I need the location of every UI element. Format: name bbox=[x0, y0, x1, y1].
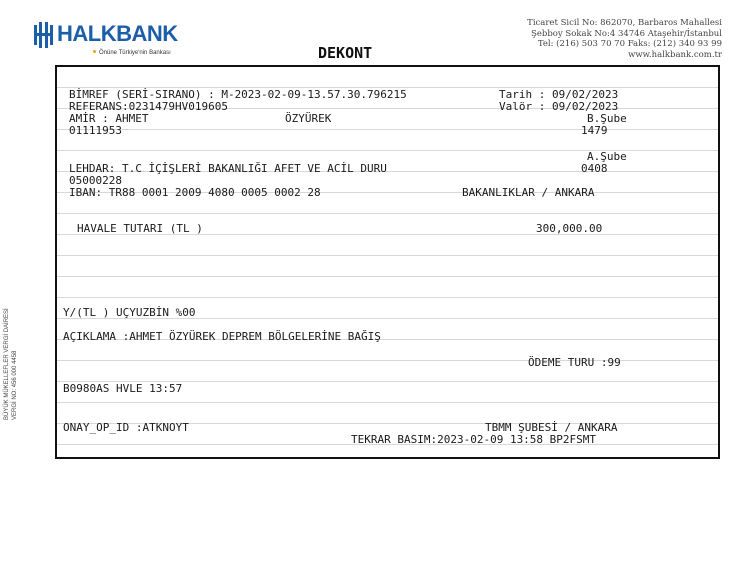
logo-accent-mark bbox=[93, 50, 96, 53]
side-tax-number: VERGİ NO: 456 000 4458 bbox=[12, 350, 18, 420]
amount-in-words: Y/(TL ) UÇYUZBİN %00 bbox=[63, 306, 196, 319]
sube-line: TBMM ŞUBESİ / ANKARA bbox=[485, 421, 618, 434]
terminal-line: B0980AS HVLE 13:57 bbox=[63, 382, 183, 395]
account-number: 01111953 bbox=[69, 124, 122, 137]
document-title: DEKONT bbox=[318, 44, 373, 62]
logo-text: HALKBANK bbox=[57, 21, 178, 46]
lehdar-account: 05000228 bbox=[69, 174, 122, 187]
b-sube-label: B.Şube bbox=[587, 112, 627, 125]
a-sube-code: 0408 bbox=[581, 162, 608, 175]
side-tax-info bbox=[3, 308, 19, 420]
havale-label: HAVALE TUTARI (TL ) bbox=[77, 222, 203, 235]
company-line: www.halkbank.com.tr bbox=[628, 49, 722, 60]
bimref-line: BİMREF (SERİ-SIRANO) : M-2023-02-09-13.57.30.796215 bbox=[69, 88, 407, 101]
aciklama-line: AÇIKLAMA :AHMET ÖZYÜREK DEPREM BÖLGELERİNE BAĞIŞ bbox=[63, 330, 381, 343]
b-sube-code: 1479 bbox=[581, 124, 608, 137]
referans-line: REFERANS:0231479HV019605 bbox=[69, 100, 228, 113]
company-line: Şebboy Sokak No:4 34746 Ataşehir/İstanbul bbox=[531, 28, 722, 39]
havale-amount: 300,000.00 bbox=[536, 222, 603, 235]
company-line: Ticaret Sicil No: 862070, Barbaros Mahallesi bbox=[527, 18, 722, 28]
company-info bbox=[527, 18, 722, 60]
amir-surname: ÖZYÜREK bbox=[285, 112, 332, 125]
side-tax-office: BÜYÜK MÜKELLEFLER VERGİ DAİRESİ bbox=[4, 308, 10, 420]
amir-label: AMİR : AHMET bbox=[69, 112, 149, 125]
receipt-frame bbox=[55, 65, 720, 459]
logo-tagline: Önüne Türkiye'nin Bankası bbox=[99, 50, 171, 56]
odeme-turu: ÖDEME TURU :99 bbox=[528, 356, 621, 369]
tekrar-basim-line: TEKRAR BASIM:2023-02-09 13:58 BP2FSMT bbox=[351, 433, 597, 446]
a-sube-label: A.Şube bbox=[587, 150, 627, 163]
company-line: Tel: (216) 503 70 70 Faks: (212) 340 93 99 bbox=[537, 39, 722, 49]
halkbank-emblem-icon bbox=[33, 21, 55, 49]
valor-line: Valör : 09/02/2023 bbox=[499, 100, 619, 113]
branch-name: BAKANLIKLAR / ANKARA bbox=[462, 186, 595, 199]
lehdar-line: LEHDAR: T.C İÇİŞLERİ BAKANLIĞI AFET VE ACİL DURU bbox=[69, 162, 387, 175]
tarih-line: Tarih : 09/02/2023 bbox=[499, 88, 619, 101]
onay-line: ONAY_OP_ID :ATKNOYT bbox=[63, 421, 189, 434]
iban-line: IBAN: TR88 0001 2009 4080 0005 0002 28 bbox=[69, 186, 321, 199]
